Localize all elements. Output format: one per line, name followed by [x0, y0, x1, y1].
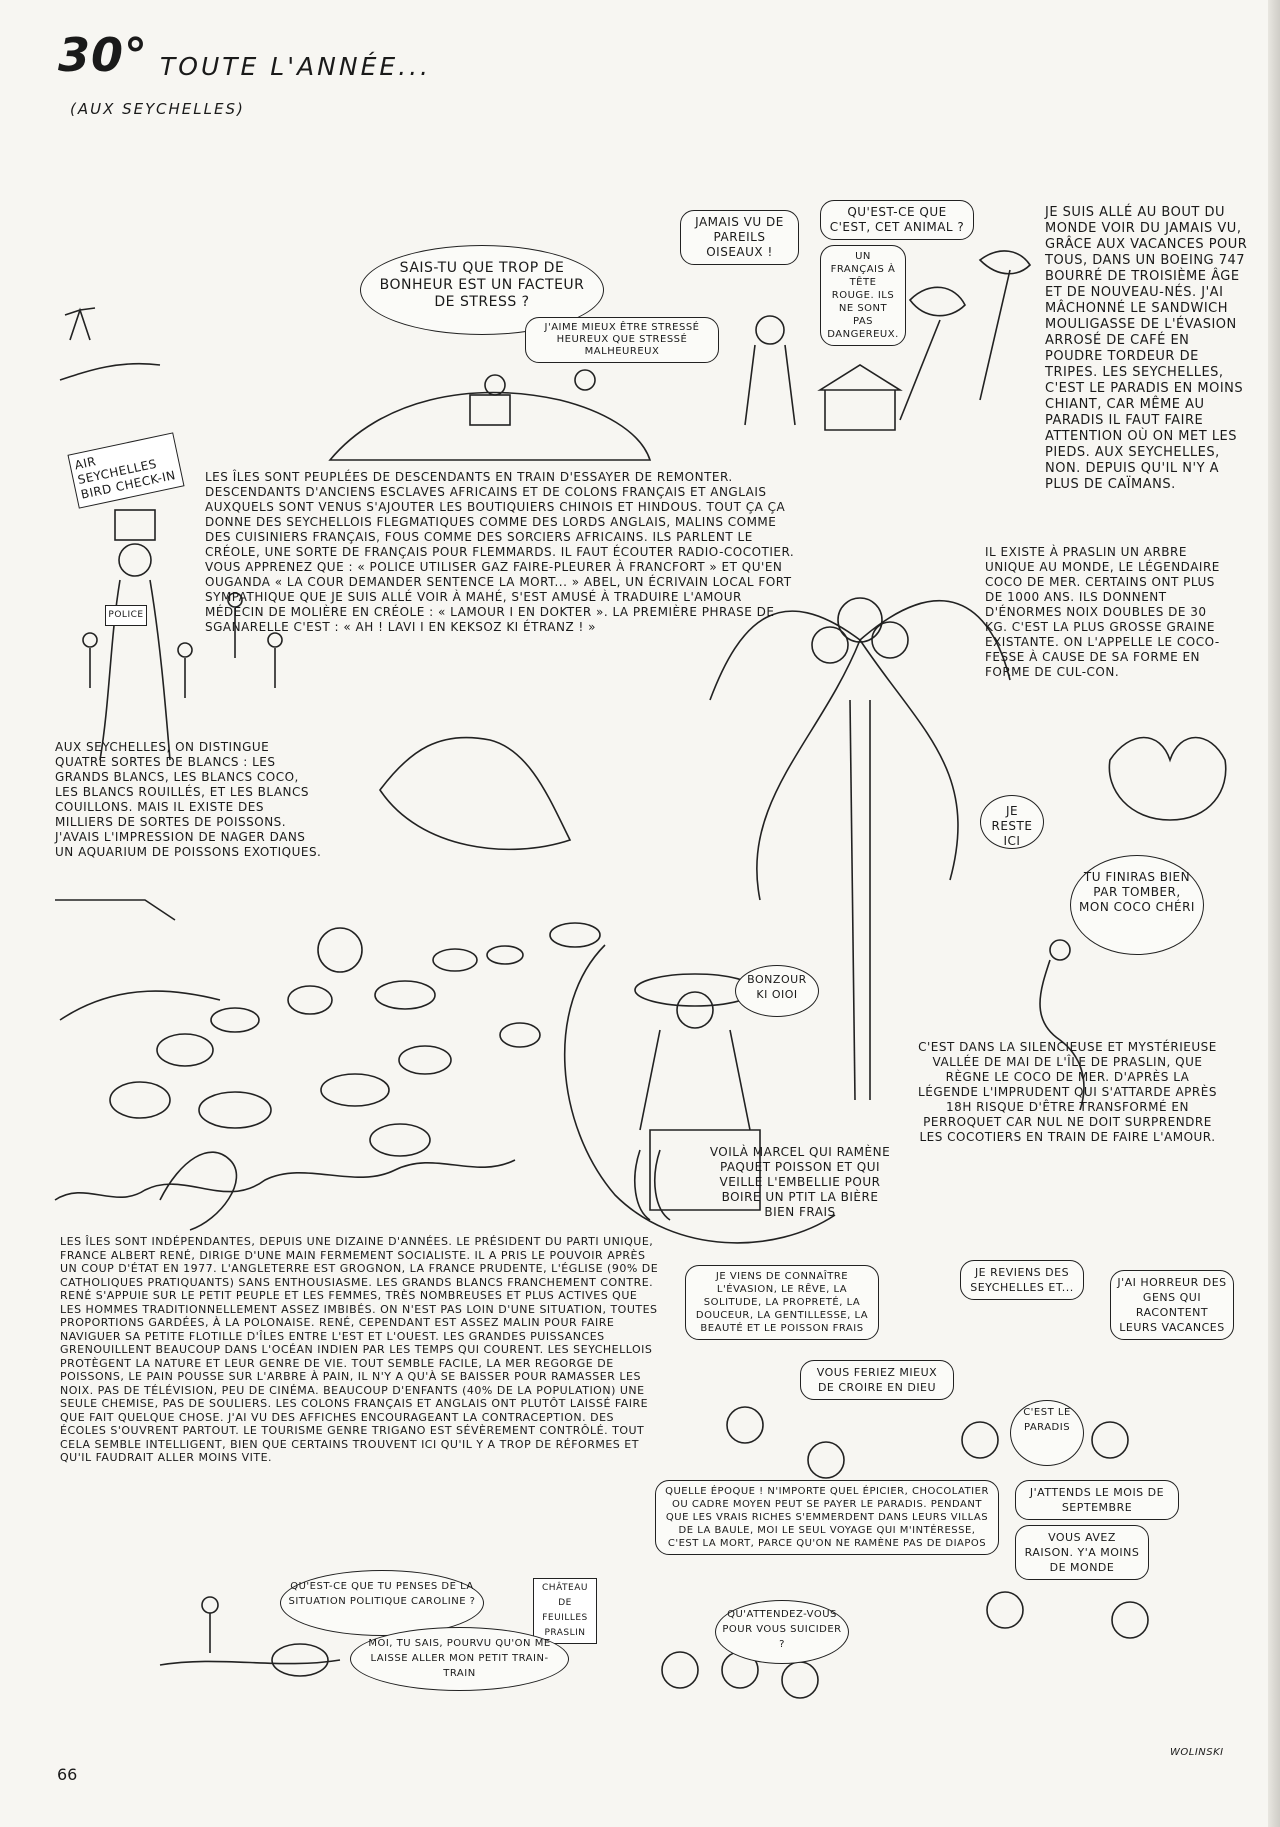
reader-newspaper: [470, 395, 510, 425]
police-sign: POLICE: [105, 605, 147, 626]
speech-bubble-politique: QU'EST-CE QUE TU PENSES DE LA SITUATION POLITIQUE CAROLINE ?: [280, 1570, 484, 1636]
snorkeler-flipper: [55, 900, 175, 920]
rock-island: [380, 737, 570, 849]
speech-bubble-birds: JAMAIS VU DE PAREILS OISEAUX !: [680, 210, 799, 265]
fish-drawing: [550, 923, 600, 947]
speech-bubble-horreur: J'AI HORREUR DES GENS QUI RACONTENT LEURS VACANCES: [1110, 1270, 1234, 1340]
coco-fesse-drawing: [1109, 738, 1225, 821]
subtitle: (AUX SEYCHELLES): [70, 100, 245, 118]
speech-bubble-raison: VOUS AVEZ RAISON. Y'A MOINS DE MONDE: [1015, 1525, 1149, 1580]
man-hat-head: [575, 370, 595, 390]
narration-politics: LES ÎLES SONT INDÉPENDANTES, DEPUIS UNE DIZAINE D'ANNÉES. LE PRÉSIDENT DU PARTI UNIQUE, FRANCE ALBERT RENÉ, DIRIGE D'UNE MAIN FERMEMENT SOCIALISTE. IL A PRIS LE POUVOIR APRÈS UN COUP D'ÉTAT EN 1977. L'ANGLETERRE EST GROGNON, LA FRANCE PRUDENTE, L'ÉGLISE (90% DE CATHOLIQUES PRATIQUANTS) SANS ENTHOUSIASME. LES GRANDS BLANCS FRANCHEMENT CONTRE. RENÉ S'APPUIE SUR LE PETIT PEUPLE ET LES FEMMES, TRÈS NOMBREUSES ET PLUS ACTIVES QUE LES HOMMES TRADITIONNELLEMENT ASSEZ IMBIBÉS. ON N'EST PAS LOIN D'UNE SITUATION, TOUTES PROPORTIONS GARDÉES, À LA POLONAISE. RENÉ, CEPENDANT EST ASSEZ MALIN POUR FAIRE NAVIGUER SA PETITE FLOTILLE D'ÎLES ENTRE L'EST ET L'OUEST. LES GRANDES PUISSANCES GRENOUILLENT BEAUCOUP DANS L'OCÉAN INDIEN PAR LES TEMPS QUI COURENT. LES SEYCHELLOIS PROTÈGENT LA NATURE ET LEUR GENRE DE VIE. TOUT SEMBLE FACILE, LA MER REGORGE DE POISSONS, LE PAIN POUSSE SUR L'ARBRE À PAIN, IL N'Y A QU'À SE BAISSER POUR RAMASSER LES NOIX. PAS DE TÉLÉVISION, PEU DE CINÉMA. BEAUCOUP D'ENFANTS (40% DE LA POPULATION) UNE SEULE CHEMISE, PAS DE SOULIERS. LES COLONS FRANÇAIS ET ANGLAIS ONT PLUTÔT LAISSÉ FAIRE QUE FAIT QUELQUE CHOSE. J'AI VU DES AFFICHES ENCOURAGEANT LA CONTRACEPTION. DES ÉCOLES S'OUVRENT PARTOUT. LE TOURISME GENRE TRIGANO EST SÉVÈREMENT CONTRÔLÉ. TOUT CELA SEMBLE INTELLIGENT, BIEN QUE CERTAINS TROUVENT ICI QU'IL Y A TROP DE RÉFORMES ET QU'IL FAUDRAIT ALLER MOINS VITE.: [60, 1235, 659, 1464]
speech-bubble-evasion: JE VIENS DE CONNAÎTRE L'ÉVASION, LE RÊVE, LA SOLITUDE, LA PROPRETÉ, LA DOUCEUR, LA GENTILLESSE, LA BEAUTÉ ET LE POISSON FRAIS: [685, 1265, 879, 1340]
distant-island: [60, 364, 160, 380]
snorkeler-mask: [318, 928, 362, 972]
narration-trip: JE SUIS ALLÉ AU BOUT DU MONDE VOIR DU JAMAIS VU, GRÂCE AUX VACANCES POUR TOUS, DANS UN BOEING 747 BOURRÉ DE TROISIÈME ÂGE ET DE NOUVEAU-NÉS. J'AI MÂCHONNÉ LE SANDWICH MOULIGASSE DE L'ÉVASION ARROSÉ DE CAFÉ EN POUDRE TORDEUR DE TRIPES. LES SEYCHELLES, C'EST LE PARADIS EN MOINS CHIANT, CAR MÊME AU PARADIS IL FAUT FAIRE ATTENTION OÙ ON MET LES PIEDS. AUX SEYCHELLES, NON. DEPUIS QU'IL N'Y A PLUS DE CAÏMANS.: [1045, 205, 1248, 492]
page-number: 66: [57, 1765, 78, 1784]
speech-bubble-dieu: VOUS FERIEZ MIEUX DE CROIRE EN DIEU: [800, 1360, 954, 1400]
narration-blancs: AUX SEYCHELLES, ON DISTINGUE QUATRE SORTES DE BLANCS : LES GRANDS BLANCS, LES BLANCS COCO, LES BLANCS ROUILLÉS, ET LES BLANCS COUILLONS. MAIS IL EXISTE DES MILLIERS DE SORTES DE POISSONS. J'AVAIS L'IMPRESSION DE NAGER DANS UN AQUARIUM DE POISSONS EXOTIQUES.: [55, 740, 322, 859]
island-drawing: [330, 393, 650, 461]
narration-marcel: VOILÀ MARCEL QUI RAMÈNE PAQUET POISSON ET QUI VEILLE L'EMBELLIE POUR BOIRE UN PTIT LA BIÈRE BIEN FRAIS: [709, 1145, 891, 1219]
chateau-sign: CHÂTEAU DE FEUILLES PRASLIN: [533, 1578, 597, 1644]
speech-bubble-coco: TU FINIRAS BIEN PAR TOMBER, MON COCO CHÉRI: [1070, 855, 1204, 955]
palm-tree-small: [65, 308, 95, 340]
title-number: 30°: [58, 28, 149, 82]
woman-head: [119, 544, 151, 576]
speech-bubble-stress: SAIS-TU QUE TROP DE BONHEUR EST UN FACTEUR DE STRESS ?: [360, 245, 604, 335]
artist-signature: WOLINSKI: [1170, 1747, 1224, 1758]
turtle-drawing: [272, 1644, 328, 1676]
speech-bubble-stay: JE RESTE ICI: [980, 795, 1044, 849]
speech-bubble-happy: J'AIME MIEUX ÊTRE STRESSÉ HEUREUX QUE STRESSÉ MALHEUREUX: [525, 317, 719, 363]
coral-reef: [55, 1160, 515, 1200]
narration-vallee-de-mai: C'EST DANS LA SILENCIEUSE ET MYSTÉRIEUSE VALLÉE DE MAI DE L'ÎLE DE PRASLIN, QUE RÈGNE LE COCO DE MER. D'APRÈS LA LÉGENDE L'IMPRUDENT QUI S'ATTARDE APRÈS 18H RISQUE D'ÊTRE TRANSFORMÉ EN PERROQUET CAR NUL NE DOIT SURPRENDRE LES COCOTIERS EN TRAIN DE FAIRE L'AMOUR.: [918, 1040, 1217, 1144]
speech-bubble-animal: QU'EST-CE QUE C'EST, CET ANIMAL ?: [820, 200, 974, 240]
speech-bubble-epoque: QUELLE ÉPOQUE ! N'IMPORTE QUEL ÉPICIER, CHOCOLATIER OU CADRE MOYEN PEUT SE PAYER LE PARADIS. PENDANT QUE LES VRAIS RICHES S'EMMERDENT DANS LEURS VILLAS DE LA BAULE, MOI LE SEUL VOYAGE QUI M'INTÉRESSE, C'EST LA MORT, PARCE QU'ON NE RAMÈNE PAS DE DIAPOS: [655, 1480, 999, 1555]
tourist-head: [756, 316, 784, 344]
sawfish: [60, 991, 220, 1020]
speech-bubble-suicider: QU'ATTENDEZ-VOUS POUR VOUS SUICIDER ?: [715, 1600, 849, 1664]
speech-bubble-paradis: C'EST LE PARADIS: [1010, 1400, 1084, 1466]
narration-coco-de-mer: IL EXISTE À PRASLIN UN ARBRE UNIQUE AU MONDE, LE LÉGENDAIRE COCO DE MER. CERTAINS ONT PLUS DE 1000 ANS. ILS DONNENT D'ÉNORMES NOIX DOUBLES DE 30 KG. C'EST LA PLUS GROSSE GRAINE EXISTANTE. ON L'APPELLE LE COCO-FESSE À CAUSE DE SA FORME EN FORME DE CUL-CON.: [985, 545, 1220, 679]
speech-bubble-french: UN FRANÇAIS À TÊTE ROUGE. ILS NE SONT PAS DANGEREUX.: [820, 245, 906, 346]
speech-bubble-train-train: MOI, TU SAIS, POURVU QU'ON ME LAISSE ALLER MON PETIT TRAIN-TRAIN: [350, 1627, 569, 1691]
speech-bubble-reviens: JE REVIENS DES SEYCHELLES ET...: [960, 1260, 1084, 1300]
speech-bubble-septembre: J'ATTENDS LE MOIS DE SEPTEMBRE: [1015, 1480, 1179, 1520]
woman-top-hat: [115, 510, 155, 540]
title-text: TOUTE L'ANNÉE...: [160, 52, 431, 81]
air-seychelles-sign: AIR SEYCHELLES BIRD CHECK-IN: [67, 432, 184, 508]
narration-population: LES ÎLES SONT PEUPLÉES DE DESCENDANTS EN TRAIN D'ESSAYER DE REMONTER. DESCENDANTS D'ANCIENS ESCLAVES AFRICAINS ET DE COLONS FRANÇAIS ET ANGLAIS AUXQUELS SONT VENUS S'AJOUTER LES BOUTIQUIERS CHINOIS ET HINDOUS. TOUT ÇA ÇA DONNE DES SEYCHELLOIS FLEGMATIQUES COMME DES LORDS ANGLAIS, MALINS COMME DES CUISINIERS FRANÇAIS, FOUS COMME DES SORCIERS AFRICAINS. ILS PARLENT LE CRÉOLE, UNE SORTE DE FRANÇAIS POUR FLEMMARDS. IL FAUT ÉCOUTER RADIO-COCOTIER. VOUS APPRENEZ QUE : « POLICE UTILISER GAZ FAIRE-PLEURER À FRANCFORT » ET QU'EN OUGANDA « LA COUR DEMANDER SENTENCE LA MORT... » ABEL, UN ÉCRIVAIN LOCAL FORT SYMPATHIQUE QUE JE SUIS ALLÉ VOIR À MAHÉ, S'EST AMUSÉ À TRADUIRE L'AMOUR MÉDECIN DE MOLIÈRE EN CRÉOLE : « LAMOUR I EN DOKTER ». LA PREMIÈRE PHRASE DE SGANARELLE C'EST : « AH ! LAVI I EN KEKSOZ KI ÉTRANZ ! »: [205, 470, 795, 634]
speech-bubble-bonzour: BONZOUR KI OIOI: [735, 965, 819, 1017]
